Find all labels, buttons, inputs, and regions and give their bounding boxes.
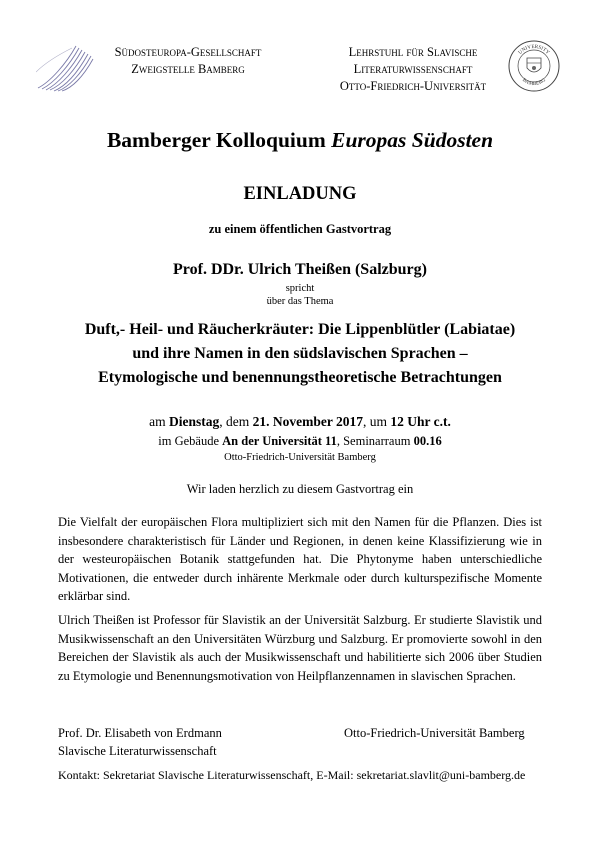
spricht-label: spricht bbox=[285, 283, 315, 294]
where-prefix: im Gebäude bbox=[158, 434, 220, 448]
event-date: 21. November 2017 bbox=[252, 414, 363, 429]
event-building: An der Universität 11 bbox=[222, 434, 337, 448]
invitation-sentence: Wir laden herzlich zu diesem Gastvortrag ein bbox=[186, 482, 414, 496]
right-organization bbox=[304, 44, 522, 95]
when-prefix: am bbox=[149, 414, 166, 429]
svg-text:BAMBERG bbox=[521, 77, 547, 87]
lecture-title-line3: Etymologische und benennungstheoretische Betrachtungen bbox=[98, 369, 502, 386]
where-sep: , Seminarraum bbox=[336, 434, 411, 448]
event-location bbox=[0, 434, 600, 449]
series-name: Europas Südosten bbox=[331, 128, 494, 152]
seal-text-bottom: BAMBERG bbox=[521, 77, 547, 88]
university-seal-icon bbox=[508, 40, 560, 92]
left-org-line1: Südosteuropa-Gesellschaft bbox=[114, 45, 262, 59]
signature-left bbox=[58, 724, 222, 760]
signature-department: Slavische Literaturwissenschaft bbox=[58, 744, 217, 758]
left-org-line2: Zweigstelle Bamberg bbox=[131, 62, 245, 76]
event-day: Dienstag bbox=[168, 414, 220, 429]
southeast-europe-society-logo bbox=[36, 42, 94, 92]
invitation-subtitle: zu einem öffentlichen Gastvortrag bbox=[208, 222, 392, 236]
contact-line: Kontakt: Sekretariat Slavische Literaturwissenschaft, E-Mail: sekretariat.slavlit@uni-bamberg.de bbox=[58, 768, 526, 782]
svg-text:UNIVERSITY bbox=[517, 44, 550, 56]
seal-text-top: UNIVERSITY bbox=[517, 43, 551, 56]
event-time: 12 Uhr c.t. bbox=[390, 414, 451, 429]
topic-label: über das Thema bbox=[266, 296, 334, 307]
signature-right: Otto-Friedrich-Universität Bamberg bbox=[344, 726, 525, 740]
lecture-title-line2: und ihre Namen in den südslavischen Sprachen – bbox=[132, 345, 468, 362]
speaker-bio-paragraph: Ulrich Theißen ist Professor für Slavistik an der Universität Salzburg. Er studierte Slavistik und Musikwissenschaft an den Universitäten Würzburg und Salzburg. Er promovierte sowohl in den Bereichen der Slavistik als auch der Musikwissenschaft und habilitierte sich 2006 über Studien zu Etymologie und Benennungsmotivation von Heilpflanzennamen in slavischen Sprachen. bbox=[58, 613, 542, 683]
signature-name: Prof. Dr. Elisabeth von Erdmann bbox=[58, 726, 222, 740]
when-sep1: , dem bbox=[219, 414, 250, 429]
lecture-title-line1: Duft,- Heil- und Räucherkräuter: Die Lippenblütler (Labiatae) bbox=[84, 321, 516, 338]
invitation-heading: EINLADUNG bbox=[243, 184, 357, 204]
event-room: 00.16 bbox=[413, 434, 442, 448]
colloquium-title bbox=[0, 128, 600, 153]
speaker-name: Prof. DDr. Ulrich Theißen (Salzburg) bbox=[173, 261, 427, 278]
right-org-line1: Lehrstuhl für Slavische bbox=[348, 45, 478, 59]
event-date-time bbox=[0, 414, 600, 430]
right-org-line3: Otto-Friedrich-Universität bbox=[339, 79, 487, 93]
right-org-line2: Literaturwissenschaft bbox=[353, 62, 473, 76]
series-prefix: Bamberger Kolloquium bbox=[106, 128, 326, 152]
abstract-paragraph: Die Vielfalt der europäischen Flora multipliziert sich mit den Namen für die Pflanzen. Dies ist insbesondere charakteristisch für Länder und Regionen, in denen keine Klassifizierung wie in der westeuropäischen Botanik stattgefunden hat. Die Phytonyme haben unterschiedliche Motivationen, die entweder durch inhärente Merkmale oder durch kulturspezifische Momente erklärbar sind. bbox=[58, 515, 542, 603]
when-sep2: , um bbox=[362, 414, 387, 429]
lecture-title bbox=[0, 318, 600, 390]
left-organization bbox=[100, 44, 276, 78]
event-university: Otto-Friedrich-Universität Bamberg bbox=[224, 452, 376, 463]
